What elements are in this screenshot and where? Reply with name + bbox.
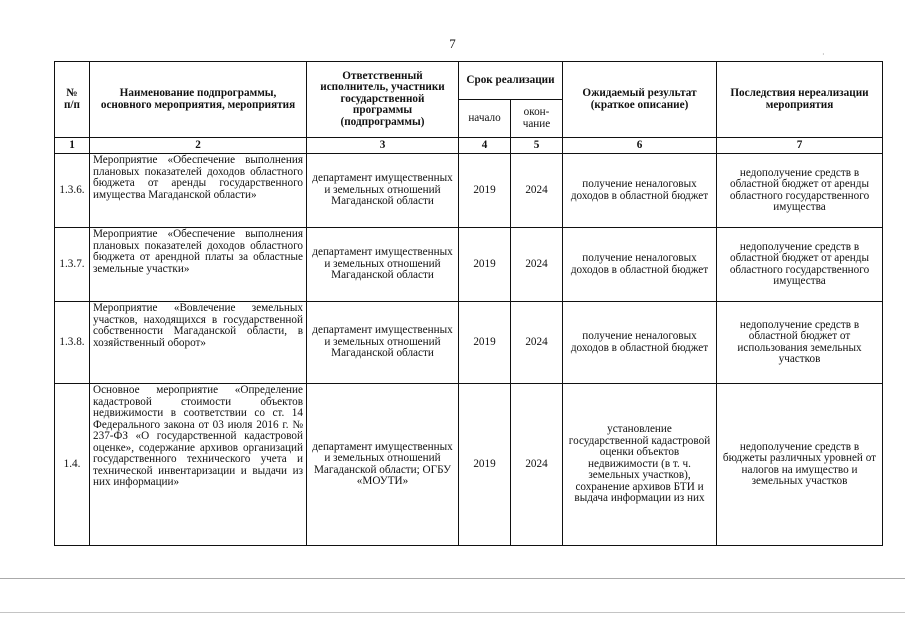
column-number: 4	[459, 138, 511, 154]
header-consequences: Последствия нереализации мероприятия	[717, 62, 883, 138]
column-number: 1	[55, 138, 90, 154]
measure-name: Мероприятие «Вовлечение земельных участков, находящихся в государственной собственности Магаданской области, в хозяйственный оборот»	[90, 302, 307, 384]
program-measures-table	[54, 61, 883, 546]
row-number: 1.4.	[55, 384, 90, 546]
page-number: 7	[449, 36, 456, 51]
expected-result: получение неналоговых доходов в областной бюджет	[563, 154, 717, 228]
column-number: 2	[90, 138, 307, 154]
column-number: 6	[563, 138, 717, 154]
table-row	[55, 228, 883, 302]
start-year: 2019	[459, 154, 511, 228]
measure-name: Мероприятие «Обеспечение выполнения плановых показателей доходов областного бюджета от аренды государственного имущества Магаданской области»	[90, 154, 307, 228]
end-year: 2024	[511, 302, 563, 384]
measure-name: Мероприятие «Обеспечение выполнения плановых показателей доходов областного бюджета от арендной платы за областные земельные участки»	[90, 228, 307, 302]
table-row	[55, 302, 883, 384]
responsible-executor: департамент имущественных и земельных отношений Магаданской области	[307, 302, 459, 384]
header-start: начало	[459, 100, 511, 138]
scan-edge-line	[0, 578, 905, 579]
column-number: 7	[717, 138, 883, 154]
header-result: Ожидаемый результат (краткое описание)	[563, 62, 717, 138]
end-year: 2024	[511, 154, 563, 228]
table-row	[55, 154, 883, 228]
expected-result: получение неналоговых доходов в областной бюджет	[563, 302, 717, 384]
end-year: 2024	[511, 228, 563, 302]
row-number: 1.3.6.	[55, 154, 90, 228]
expected-result: установление государственной кадастровой оценки объектов недвижимости (в т. ч. земельных участков), сохранение архивов БТИ и выдача информации из них	[563, 384, 717, 546]
header-period: Срок реализации	[459, 62, 563, 100]
table-row	[55, 384, 883, 546]
header-num: № п/п	[55, 62, 90, 138]
responsible-executor: департамент имущественных и земельных отношений Магаданской области	[307, 228, 459, 302]
column-number-row	[55, 138, 883, 154]
non-implementation-consequences: недополучение средств в областной бюджет от аренды областного государственного имущества	[717, 154, 883, 228]
row-number: 1.3.8.	[55, 302, 90, 384]
start-year: 2019	[459, 302, 511, 384]
responsible-executor: департамент имущественных и земельных отношений Магаданской области; ОГБУ «МОУТИ»	[307, 384, 459, 546]
scan-edge-line	[0, 612, 905, 613]
header-responsible: Ответственный исполнитель, участники государственной программы (подпрограммы)	[307, 62, 459, 138]
start-year: 2019	[459, 228, 511, 302]
expected-result: получение неналоговых доходов в областной бюджет	[563, 228, 717, 302]
header-end: окон- чание	[511, 100, 563, 138]
column-number: 3	[307, 138, 459, 154]
row-number: 1.3.7.	[55, 228, 90, 302]
end-year: 2024	[511, 384, 563, 546]
measure-name: Основное мероприятие «Определение кадастровой стоимости объектов недвижимости в соответствии со ст. 14 Федерального закона от 03 июля 2016 г. № 237-ФЗ «О государственной кадастровой оценке», содержание архивов организаций государственного технического учета и технической инвентаризации и выдачи из них информации»	[90, 384, 307, 546]
responsible-executor: департамент имущественных и земельных отношений Магаданской области	[307, 154, 459, 228]
start-year: 2019	[459, 384, 511, 546]
column-number: 5	[511, 138, 563, 154]
non-implementation-consequences: недополучение средств в областной бюджет от использования земельных участков	[717, 302, 883, 384]
header-name: Наименование подпрограммы, основного мероприятия, мероприятия	[90, 62, 307, 138]
non-implementation-consequences: недополучение средств в областной бюджет от аренды областного государственного имущества	[717, 228, 883, 302]
scan-speck: ·	[822, 50, 825, 59]
non-implementation-consequences: недополучение средств в бюджеты различных уровней от налогов на имущество и земельных участков	[717, 384, 883, 546]
